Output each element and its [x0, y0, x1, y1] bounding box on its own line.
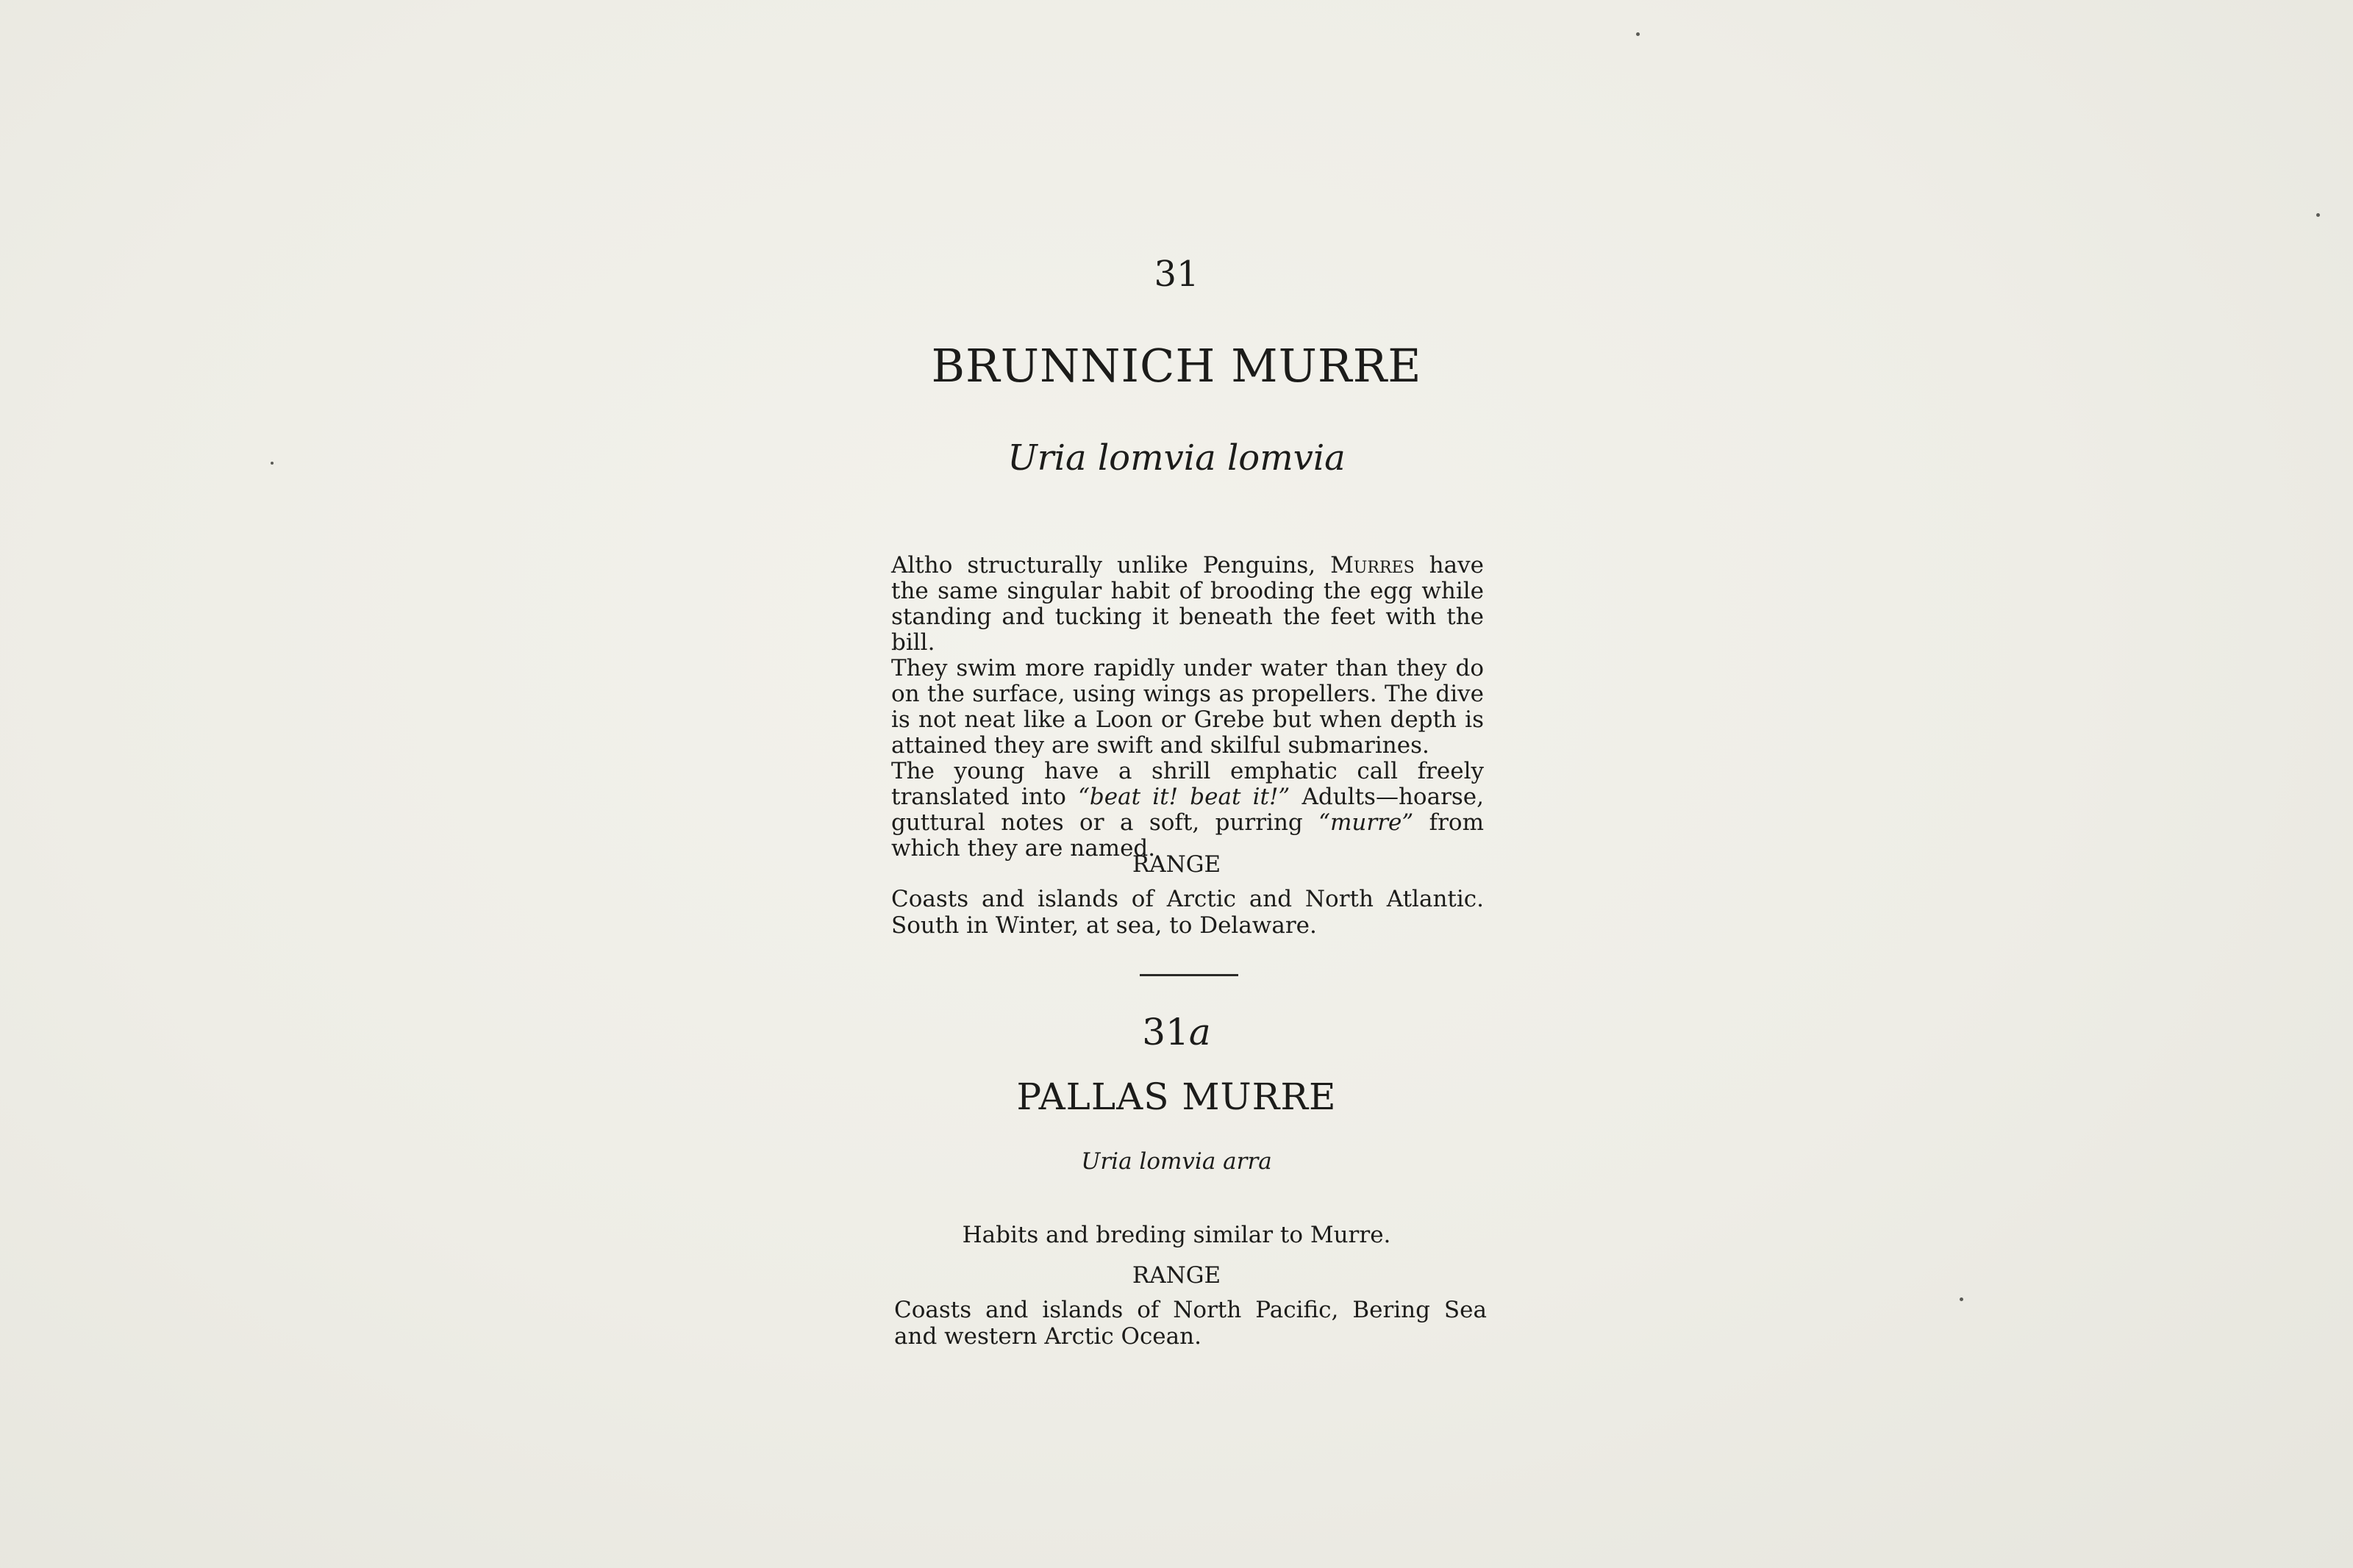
scientific-name: Uria lomvia lomvia — [1007, 437, 1346, 479]
paragraph-text: Altho structurally unlike Penguins, — [891, 552, 1331, 579]
paper-speck — [2316, 213, 2320, 217]
section-divider — [1140, 974, 1238, 976]
description-paragraph-3 — [891, 759, 1484, 862]
description-paragraph-1 — [891, 553, 1484, 656]
paragraph-text: The young have a shrill emphatic call freely translated into — [891, 758, 1484, 810]
range-heading: RANGE — [1132, 1262, 1221, 1289]
paper-speck — [271, 462, 274, 465]
call-quote: “murre” — [1318, 809, 1414, 836]
small-caps-term: Murres — [1330, 552, 1415, 579]
description-paragraph-2: They swim more rapidly under water than they do on the surface, using wings as propellers. The dive is not neat like a Loon or Grebe but when depth is attained they are swift and skilful submarines. — [891, 655, 1484, 759]
range-text: Coasts and islands of North Pacific, Bering Sea and western Arctic Ocean. — [894, 1297, 1487, 1350]
entry-number-digits: 31 — [1142, 1011, 1189, 1053]
range-heading: RANGE — [1132, 851, 1221, 878]
call-quote: “beat it! beat it!” — [1078, 784, 1290, 810]
entry-number — [0, 1011, 2353, 1053]
species-title: BRUNNICH MURRE — [931, 339, 1422, 393]
paper-speck — [1636, 32, 1640, 36]
habits-text: Habits and breding similar to Murre. — [962, 1222, 1391, 1248]
entry-number: 31 — [1154, 254, 1199, 295]
paragraph-text: from which they are named. — [891, 809, 1484, 862]
species-title: PALLAS MURRE — [1016, 1075, 1337, 1118]
description-block — [891, 553, 1484, 862]
paper-speck — [1960, 1297, 1963, 1301]
paragraph-text: have the same singular habit of brooding the egg while standing and tucking it beneath the feet with the bill. — [891, 552, 1484, 656]
scientific-name: Uria lomvia arra — [1081, 1148, 1272, 1175]
entry-number-letter: a — [1188, 1011, 1211, 1053]
paragraph-text: Adults—hoarse, guttural notes or a soft, purring — [891, 784, 1484, 836]
range-text: Coasts and islands of Arctic and North Atlantic. South in Winter, at sea, to Delaware. — [891, 886, 1484, 939]
